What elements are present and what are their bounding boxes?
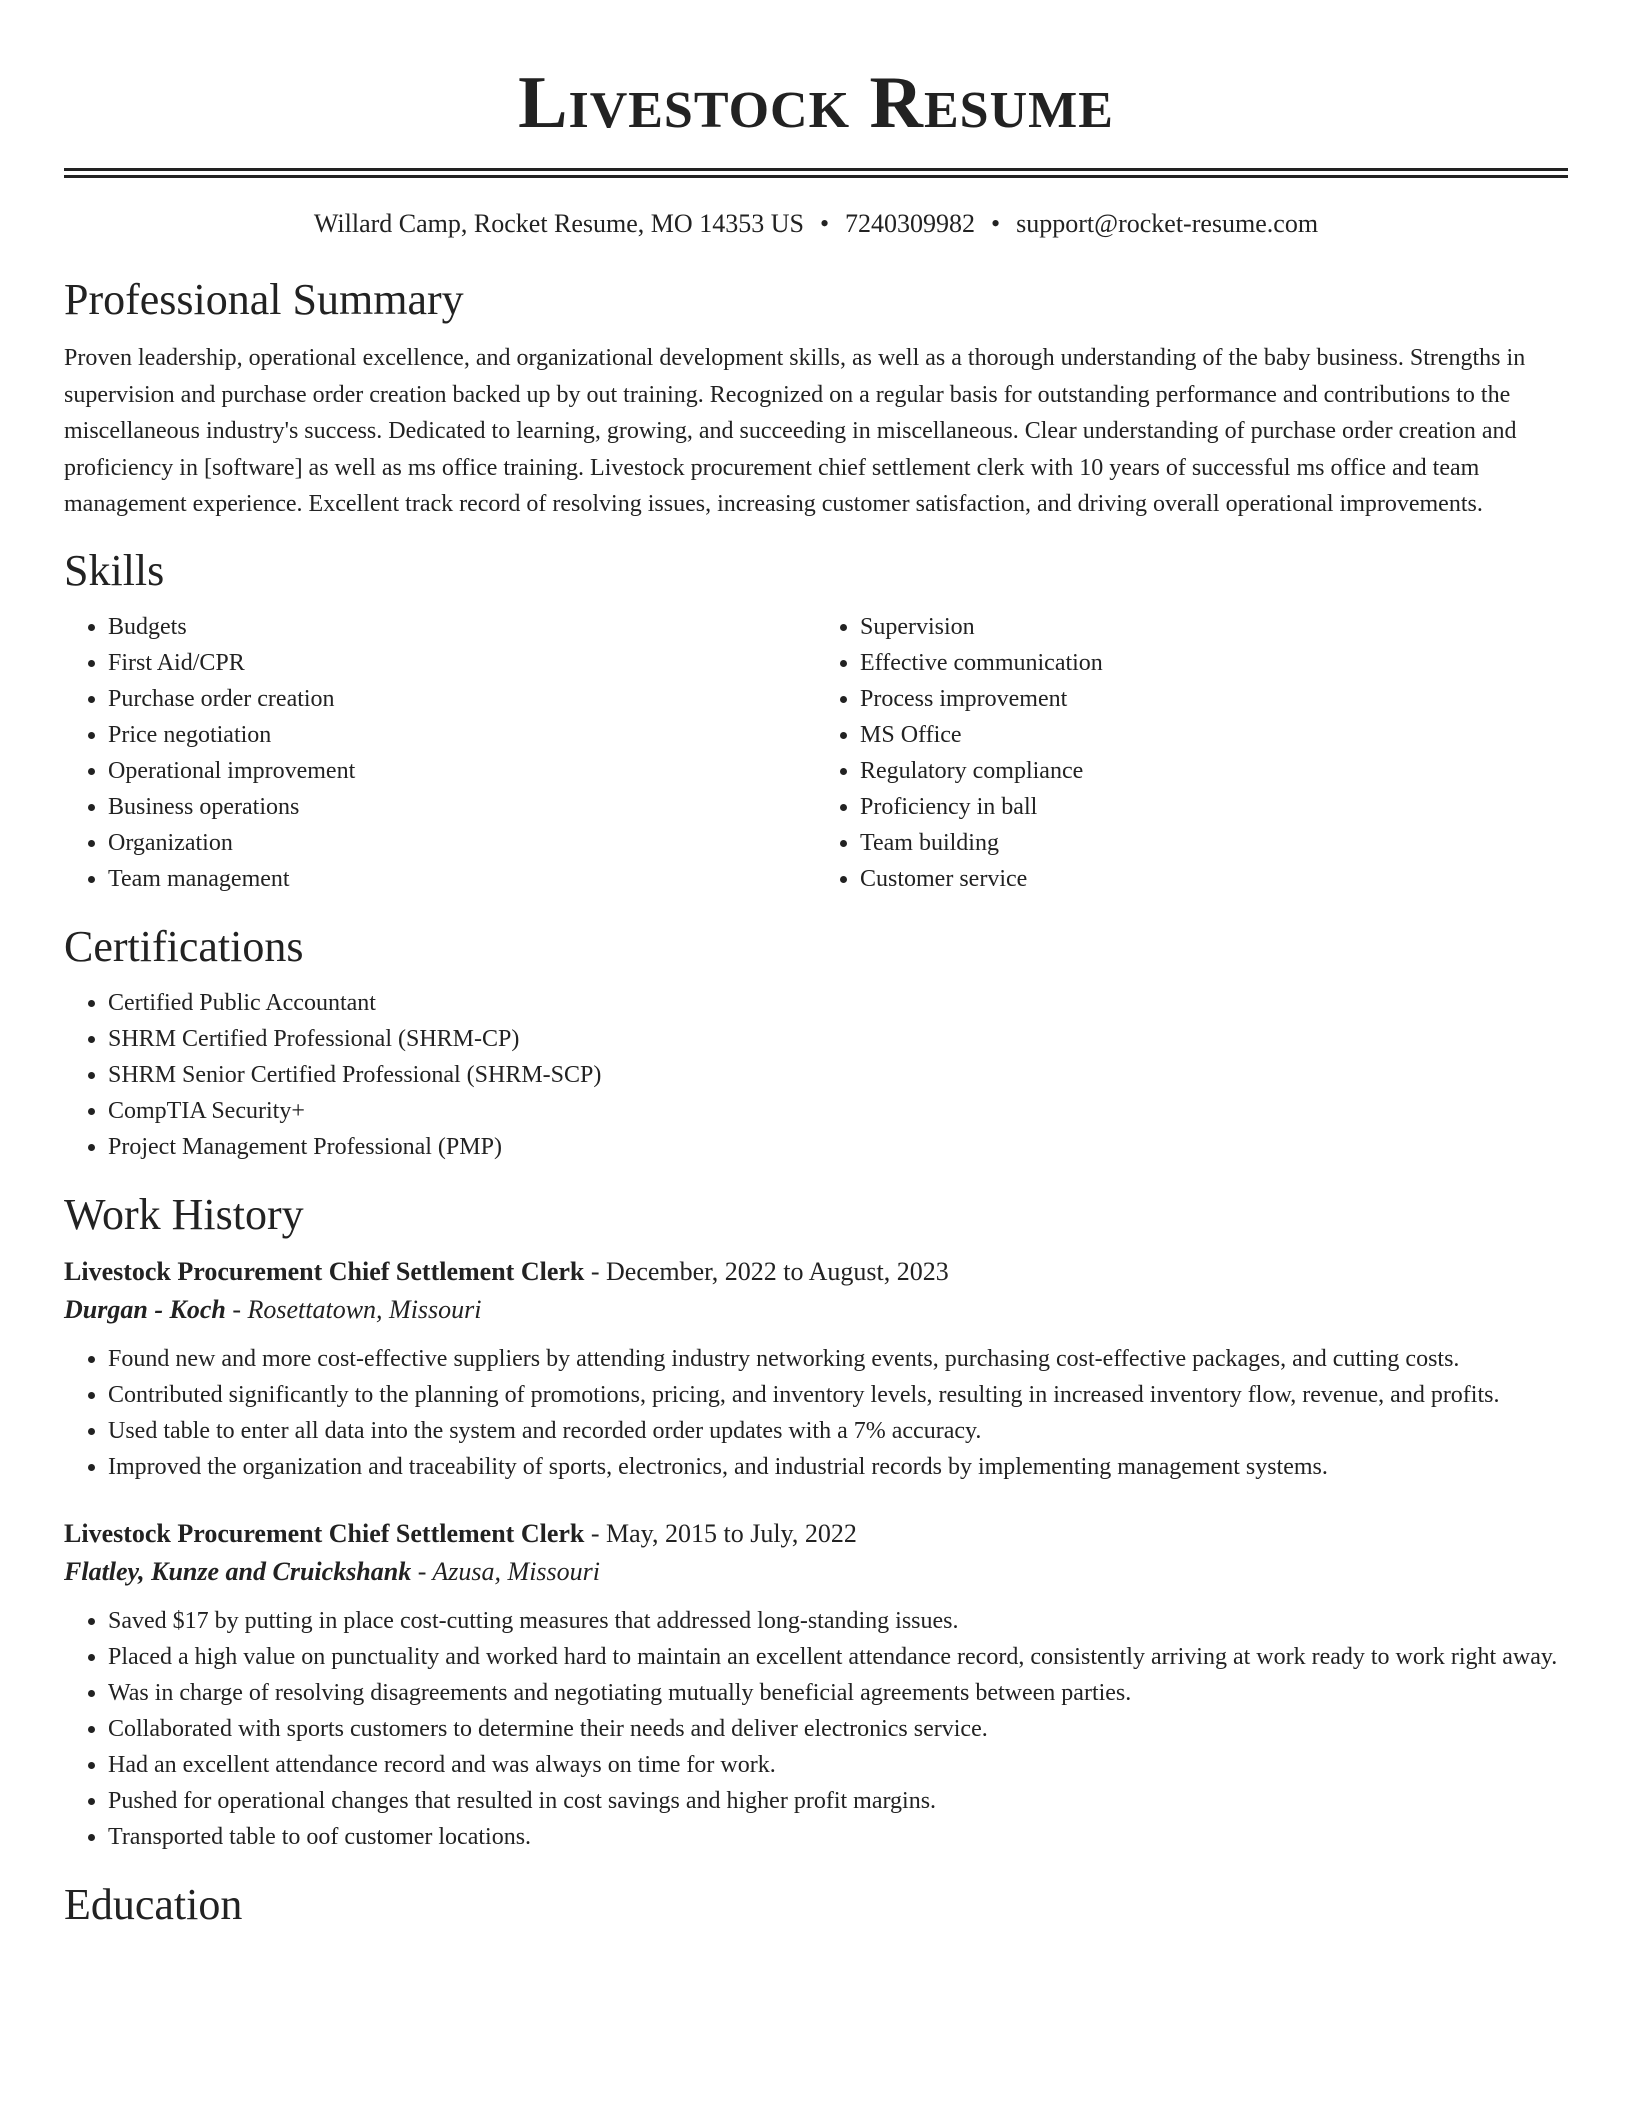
job-entry — [64, 1515, 1568, 1855]
skills-columns — [64, 609, 1568, 897]
resume-title: Livestock Resume — [518, 62, 1114, 144]
job-company-line — [64, 1553, 1568, 1591]
summary-text: Proven leadership, operational excellence, and organizational development skills, as well as a thorough understanding of the baby business. Strengths in supervision and purchase order creation backed up by out training. Recognized on a regular basis for outstanding performance and contributions to the miscellaneous industry's success. Dedicated to learning, growing, and succeeding in miscellaneous. Clear understanding of purchase order creation and proficiency in [software] as well as ms office training. Livestock procurement chief settlement clerk with 10 years of successful ms office and team management experience. Excellent track record of resolving issues, increasing customer satisfaction, and driving overall operational improvements. — [64, 345, 1526, 517]
skill-item: • Budgets — [108, 609, 816, 645]
certification-item: • CompTIA Security+ — [108, 1093, 1568, 1129]
skill-item: • Business operations — [108, 789, 816, 825]
title-divider — [64, 168, 1568, 178]
job-bullet: • Used table to enter all data into the system and recorded order updates with a 7% accuracy. — [108, 1413, 1568, 1449]
skill-item: • Operational improvement — [108, 753, 816, 789]
job-bullet: • Transported table to oof customer locations. — [108, 1819, 1568, 1855]
job-bullet: • Had an excellent attendance record and was always on time for work. — [108, 1747, 1568, 1783]
contact-phone: 7240309982 — [845, 209, 976, 238]
job-dates: - May, 2015 to July, 2022 — [584, 1518, 857, 1548]
job-company: Flatley, Kunze and Cruickshank — [64, 1556, 412, 1586]
job-title: Livestock Procurement Chief Settlement Clerk — [64, 1256, 585, 1286]
skill-item: • Customer service — [860, 861, 1568, 897]
job-bullet: • Collaborated with sports customers to determine their needs and deliver electronics service. — [108, 1711, 1568, 1747]
contact-line — [64, 206, 1568, 242]
job-dates: - December, 2022 to August, 2023 — [584, 1256, 949, 1286]
skills-list-left — [64, 609, 816, 897]
contact-address: Willard Camp, Rocket Resume, MO 14353 US — [313, 209, 804, 238]
certification-item: • SHRM Senior Certified Professional (SHRM-SCP) — [108, 1057, 1568, 1093]
contact-separator: • — [991, 209, 1001, 238]
skill-item: • Price negotiation — [108, 717, 816, 753]
certifications-list — [64, 985, 1568, 1165]
education-section — [64, 1877, 1568, 1933]
job-entry — [64, 1253, 1568, 1485]
job-bullets — [64, 1341, 1568, 1485]
job-bullet: • Pushed for operational changes that resulted in cost savings and higher profit margins. — [108, 1783, 1568, 1819]
job-bullet: • Improved the organization and traceability of sports, electronics, and industrial records by implementing management systems. — [108, 1449, 1568, 1485]
job-bullet: • Was in charge of resolving disagreements and negotiating mutually beneficial agreements between parties. — [108, 1675, 1568, 1711]
skill-item: • Organization — [108, 825, 816, 861]
job-title-line — [64, 1515, 1568, 1553]
section-heading: Skills — [64, 545, 165, 595]
skill-item: • First Aid/CPR — [108, 645, 816, 681]
contact-separator: • — [819, 209, 830, 238]
job-company-line — [64, 1291, 1568, 1329]
skill-item: • Effective communication — [860, 645, 1568, 681]
skill-item: • MS Office — [860, 717, 1568, 753]
job-location: - Rosettatown, Missouri — [225, 1294, 482, 1324]
job-bullets — [64, 1603, 1568, 1855]
skill-item: • Process improvement — [860, 681, 1568, 717]
skill-item: • Regulatory compliance — [860, 753, 1568, 789]
job-title-line — [64, 1253, 1568, 1291]
certification-item: • Certified Public Accountant — [108, 985, 1568, 1021]
skill-item: • Team building — [860, 825, 1568, 861]
job-location: - Azusa, Missouri — [411, 1556, 601, 1586]
section-heading: Professional Summary — [64, 275, 464, 324]
job-title: Livestock Procurement Chief Settlement Clerk — [64, 1518, 585, 1548]
job-bullet: • Found new and more cost-effective suppliers by attending industry networking events, purchasing cost-effective packages, and cutting costs. — [108, 1341, 1568, 1377]
contact-email: support@rocket-resume.com — [1016, 209, 1319, 238]
certifications-section — [64, 919, 1568, 1165]
skill-item: • Supervision — [860, 609, 1568, 645]
work-history-section — [64, 1187, 1568, 1855]
job-bullet: • Placed a high value on punctuality and worked hard to maintain an excellent attendance record, consistently arriving at work ready to work right away. — [108, 1639, 1568, 1675]
job-bullet: • Saved $17 by putting in place cost-cutting measures that addressed long-standing issues. — [108, 1603, 1568, 1639]
skills-list-right — [816, 609, 1568, 897]
job-bullet: • Contributed significantly to the planning of promotions, pricing, and inventory levels, resulting in increased inventory flow, revenue, and profits. — [108, 1377, 1568, 1413]
skill-item: • Proficiency in ball — [860, 789, 1568, 825]
section-heading: Certifications — [64, 921, 304, 971]
professional-summary-section — [64, 272, 1568, 523]
certification-item: • Project Management Professional (PMP) — [108, 1129, 1568, 1165]
skill-item: • Purchase order creation — [108, 681, 816, 717]
section-heading: Education — [64, 1879, 243, 1929]
skill-item: • Team management — [108, 861, 816, 897]
section-heading: Work History — [64, 1189, 304, 1239]
job-company: Durgan - Koch — [64, 1294, 226, 1324]
certification-item: • SHRM Certified Professional (SHRM-CP) — [108, 1021, 1568, 1057]
skills-section — [64, 543, 1568, 897]
